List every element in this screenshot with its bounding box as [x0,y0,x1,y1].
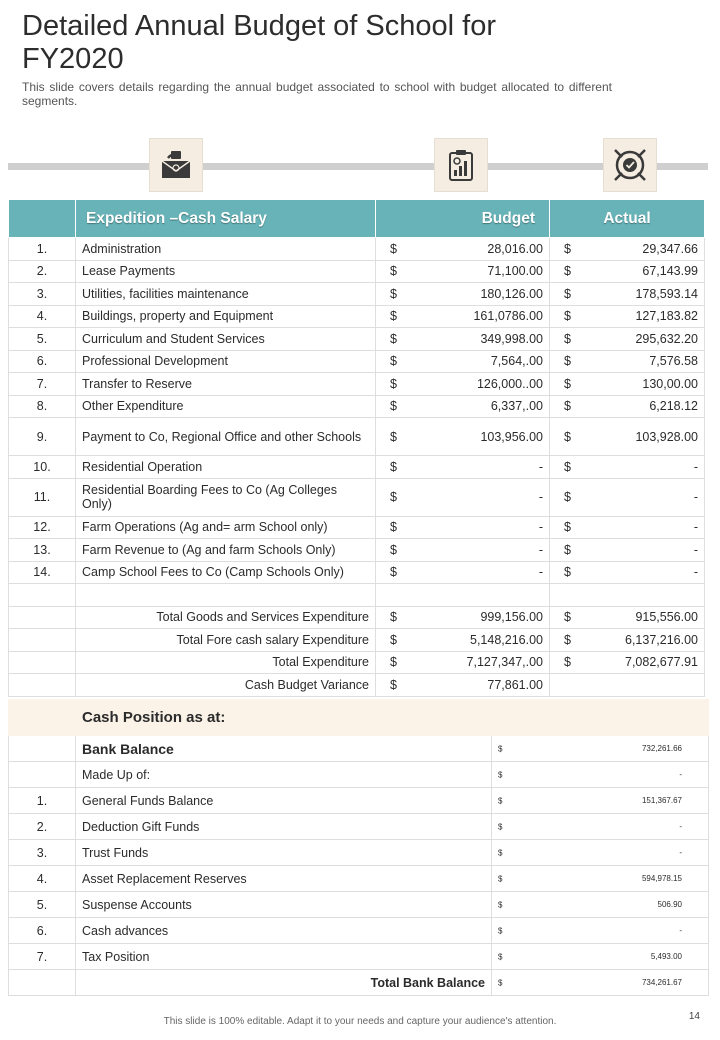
row-actual-value: - [693,520,698,535]
row-number: 5. [9,328,76,351]
row-item: Payment to Co, Regional Office and other Schools [76,418,376,456]
row-budget [376,478,550,516]
total-bank-balance-row [9,970,709,996]
row-number: 2. [9,260,76,283]
row-number: 8. [9,395,76,418]
row-actual-value: 178,593.14 [635,286,698,301]
currency-symbol: $ [564,632,571,647]
cash-row [9,840,709,866]
total-label: Total Goods and Services Expenditure [76,606,376,629]
row-actual [550,561,705,584]
cash-row-number: 4. [9,866,76,892]
row-actual [550,260,705,283]
row-item: Other Expenditure [76,395,376,418]
row-actual [550,456,705,479]
row-actual-value: - [693,459,698,474]
currency-symbol: $ [390,241,397,256]
row-budget-value: 103,956.00 [480,429,543,444]
currency-symbol: $ [564,429,571,444]
row-budget-value: - [538,490,543,504]
row-budget [376,418,550,456]
cash-row-label: Deduction Gift Funds [76,814,492,840]
budget-row [9,238,705,261]
spacer-cell [550,584,705,607]
row-actual [550,238,705,261]
currency-symbol: $ [498,744,503,753]
cash-row-value-value: 5,493.00 [650,952,682,961]
row-budget-value: 6,337,.00 [490,399,543,414]
row-number: 9. [9,418,76,456]
currency-symbol: $ [390,286,397,301]
row-item: Farm Revenue to (Ag and farm Schools Only) [76,539,376,562]
cash-row-value [492,866,709,892]
cash-row-label: Made Up of: [76,762,492,788]
cash-row-value [492,736,709,762]
cash-row [9,944,709,970]
currency-symbol: $ [390,490,397,504]
row-budget-value: 161,0786.00 [473,309,543,324]
total-budget-value: 7,127,347,.00 [466,655,543,670]
cash-row [9,892,709,918]
total-actual [550,629,705,652]
cash-row-number [9,970,76,996]
budget-table [8,199,705,697]
currency-symbol: $ [564,459,571,474]
total-actual-value: 915,556.00 [635,610,698,625]
cash-header-row [9,700,709,736]
row-budget-value: 180,126.00 [480,286,543,301]
spacer-cell [376,584,550,607]
cash-heading: Cash Position as at: [76,700,492,736]
currency-symbol: $ [390,264,397,279]
total-label: Total Expenditure [76,651,376,674]
row-item: Camp School Fees to Co (Camp Schools Only) [76,561,376,584]
row-number: 10. [9,456,76,479]
row-number: 14. [9,561,76,584]
row-budget [376,305,550,328]
cash-row-value-value: - [679,848,682,857]
currency-symbol: $ [390,309,397,324]
row-number: 13. [9,539,76,562]
total-blank [9,651,76,674]
cash-row-value [492,814,709,840]
cash-row [9,866,709,892]
cash-row-label: Bank Balance [76,736,492,762]
cash-row-value [492,944,709,970]
cash-row [9,814,709,840]
target-check-icon [603,138,657,192]
currency-symbol: $ [498,796,503,805]
currency-symbol: $ [390,331,397,346]
total-actual [550,606,705,629]
row-budget-value: 349,998.00 [480,331,543,346]
cash-row-value-value: 594,978.15 [641,874,682,883]
currency-symbol: $ [498,848,503,857]
row-budget [376,516,550,539]
currency-symbol: $ [498,952,503,961]
currency-symbol: $ [390,354,397,369]
row-item: Buildings, property and Equipment [76,305,376,328]
row-number: 4. [9,305,76,328]
cash-row-value-value: - [679,770,682,779]
cash-row-label: Total Bank Balance [76,970,492,996]
row-actual [550,328,705,351]
total-actual-empty [550,674,705,697]
cash-position-table [8,699,709,996]
cash-row-value [492,892,709,918]
currency-symbol: $ [390,655,397,670]
total-budget-value: 77,861.00 [487,677,543,692]
row-item: Transfer to Reserve [76,373,376,396]
row-budget [376,283,550,306]
header-item: Expedition –Cash Salary [76,200,376,238]
currency-symbol: $ [564,565,571,580]
cash-row-number [9,736,76,762]
cash-row-value [492,970,709,996]
row-item: Farm Operations (Ag and= arm School only) [76,516,376,539]
total-blank [9,629,76,652]
currency-symbol: $ [390,632,397,647]
total-row [9,606,705,629]
page-number: 14 [688,1011,700,1022]
row-actual [550,305,705,328]
cash-row-number [9,762,76,788]
cash-header-blank [9,700,76,736]
row-actual-value: 103,928.00 [635,429,698,444]
row-actual-value: 29,347.66 [642,241,698,256]
cash-row-value-value: 151,367.67 [641,796,682,805]
cash-row [9,918,709,944]
row-budget-value: - [538,565,543,580]
budget-row [9,260,705,283]
currency-symbol: $ [498,926,503,935]
currency-symbol: $ [390,459,397,474]
total-actual [550,651,705,674]
currency-symbol: $ [390,376,397,391]
money-envelope-icon [149,138,203,192]
currency-symbol: $ [498,770,503,779]
spacer-row [9,584,705,607]
cash-row-value-value: - [679,822,682,831]
cash-row-number: 7. [9,944,76,970]
total-row [9,629,705,652]
cash-row-label: Trust Funds [76,840,492,866]
budget-row [9,478,705,516]
row-actual-value: - [693,490,698,504]
row-number: 1. [9,238,76,261]
row-budget-value: 71,100.00 [487,264,543,279]
budget-row [9,395,705,418]
currency-symbol: $ [564,286,571,301]
row-number: 6. [9,350,76,373]
currency-symbol: $ [498,978,503,987]
row-item: Administration [76,238,376,261]
cash-row-number: 3. [9,840,76,866]
cash-header-blank [492,700,709,736]
currency-symbol: $ [498,900,503,909]
currency-symbol: $ [390,429,397,444]
total-budget [376,606,550,629]
currency-symbol: $ [564,331,571,346]
row-budget [376,456,550,479]
budget-row [9,328,705,351]
row-actual-value: 6,218.12 [649,399,698,414]
row-budget-value: 28,016.00 [487,241,543,256]
cash-row-label: Cash advances [76,918,492,944]
budget-row [9,350,705,373]
budget-row [9,456,705,479]
currency-symbol: $ [564,610,571,625]
row-budget-value: 126,000..00 [476,376,543,391]
cash-row-value [492,840,709,866]
cash-row-number: 6. [9,918,76,944]
header-actual: Actual [550,200,705,238]
row-actual-value: 7,576.58 [649,354,698,369]
currency-symbol: $ [564,241,571,256]
cash-row-label: Tax Position [76,944,492,970]
currency-symbol: $ [564,490,571,504]
row-actual [550,418,705,456]
row-actual [550,539,705,562]
budget-row [9,283,705,306]
row-budget [376,395,550,418]
total-row [9,674,705,697]
row-budget [376,260,550,283]
row-actual [550,395,705,418]
total-blank [9,674,76,697]
row-actual [550,478,705,516]
total-row [9,651,705,674]
row-number: 7. [9,373,76,396]
row-budget [376,373,550,396]
row-item: Utilities, facilities maintenance [76,283,376,306]
row-actual-value: - [693,565,698,580]
currency-symbol: $ [564,309,571,324]
currency-symbol: $ [564,542,571,557]
row-actual [550,516,705,539]
total-actual-value: 6,137,216.00 [625,632,698,647]
cash-row-value-value: 734,261.67 [641,978,682,987]
row-budget [376,539,550,562]
row-actual-value: - [693,542,698,557]
currency-symbol: $ [498,822,503,831]
budget-row [9,305,705,328]
total-budget [376,629,550,652]
row-budget [376,350,550,373]
row-budget-value: - [538,520,543,535]
row-budget-value: - [538,542,543,557]
budget-row [9,561,705,584]
row-budget [376,238,550,261]
total-label: Total Fore cash salary Expenditure [76,629,376,652]
cash-row-value-value: 506.90 [657,900,682,909]
row-number: 3. [9,283,76,306]
row-actual-value: 127,183.82 [635,309,698,324]
currency-symbol: $ [390,677,397,692]
currency-symbol: $ [564,264,571,279]
total-blank [9,606,76,629]
cash-row-value [492,762,709,788]
page-title: Detailed Annual Budget of School for FY2020 [22,10,496,75]
row-budget-value: - [538,459,543,474]
made-up-of-row [9,762,709,788]
spacer-cell [9,584,76,607]
header-blank [9,200,76,238]
currency-symbol: $ [390,399,397,414]
total-budget [376,674,550,697]
row-budget [376,328,550,351]
cash-row [9,788,709,814]
row-actual [550,283,705,306]
cash-row-value [492,788,709,814]
row-actual-value: 295,632.20 [635,331,698,346]
currency-symbol: $ [564,520,571,535]
budget-row [9,418,705,456]
row-actual-value: 130,00.00 [642,376,698,391]
row-number: 12. [9,516,76,539]
total-budget-value: 999,156.00 [480,610,543,625]
cash-row-value-value: - [679,926,682,935]
currency-symbol: $ [390,610,397,625]
total-label: Cash Budget Variance [76,674,376,697]
row-number: 11. [9,478,76,516]
currency-symbol: $ [564,354,571,369]
cash-row-number: 2. [9,814,76,840]
currency-symbol: $ [390,565,397,580]
row-budget [376,561,550,584]
total-actual-value: 7,082,677.91 [625,655,698,670]
header-budget: Budget [376,200,550,238]
total-budget [376,651,550,674]
budget-row [9,516,705,539]
budget-header-row [9,200,705,238]
row-item: Residential Operation [76,456,376,479]
bank-balance-row [9,736,709,762]
clipboard-chart-icon [434,138,488,192]
page-subtitle: This slide covers details regarding the annual budget associated to school with budget allocated to different segments. [22,80,612,108]
row-budget-value: 7,564,.00 [490,354,543,369]
row-actual-value: 67,143.99 [642,264,698,279]
currency-symbol: $ [564,399,571,414]
footer-note: This slide is 100% editable. Adapt it to your needs and capture your audience's attention. [163,1016,557,1027]
cash-row-value [492,918,709,944]
currency-symbol: $ [564,376,571,391]
cash-row-label: Suspense Accounts [76,892,492,918]
currency-symbol: $ [390,542,397,557]
cash-row-label: Asset Replacement Reserves [76,866,492,892]
cash-row-number: 1. [9,788,76,814]
row-item: Professional Development [76,350,376,373]
cash-row-number: 5. [9,892,76,918]
row-actual [550,373,705,396]
cash-row-label: General Funds Balance [76,788,492,814]
spacer-cell [76,584,376,607]
cash-row-value-value: 732,261.66 [641,744,682,753]
row-actual [550,350,705,373]
currency-symbol: $ [390,520,397,535]
total-budget-value: 5,148,216.00 [470,632,543,647]
row-item: Curriculum and Student Services [76,328,376,351]
row-item: Residential Boarding Fees to Co (Ag Colleges Only) [76,478,376,516]
row-item: Lease Payments [76,260,376,283]
budget-row [9,539,705,562]
currency-symbol: $ [498,874,503,883]
budget-row [9,373,705,396]
currency-symbol: $ [564,655,571,670]
